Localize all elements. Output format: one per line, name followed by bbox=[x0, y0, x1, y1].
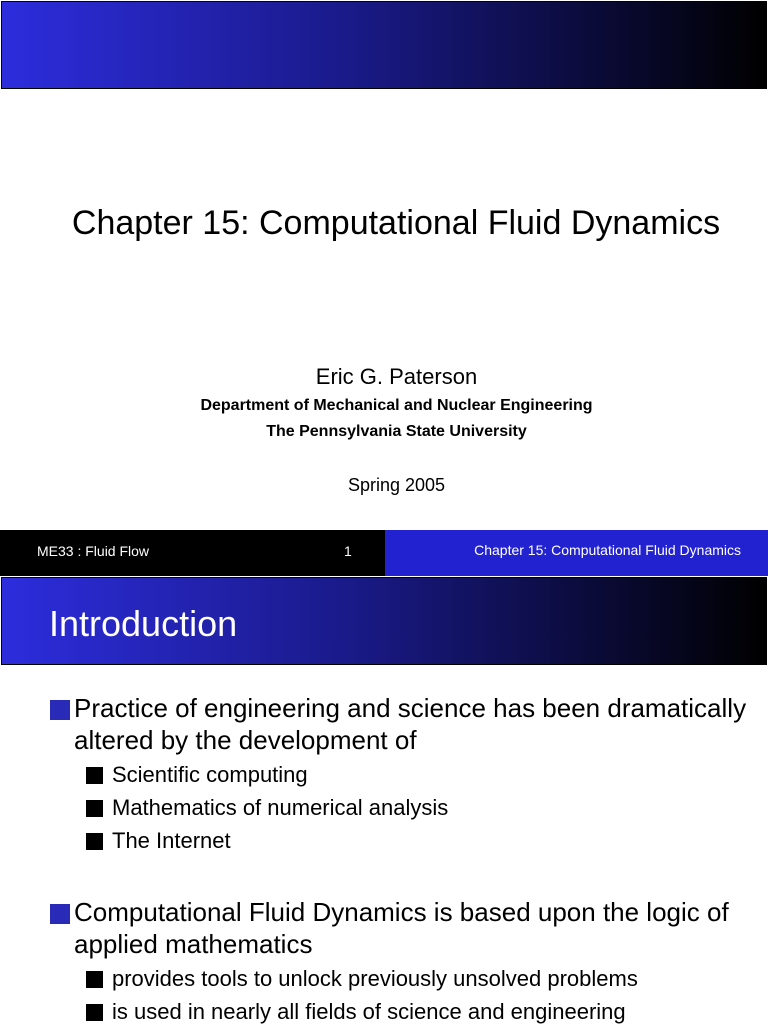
square-bullet-icon bbox=[86, 800, 103, 817]
square-bullet-icon bbox=[86, 971, 103, 988]
author-name: Eric G. Paterson bbox=[315, 364, 478, 389]
sub-bullet-item bbox=[84, 794, 764, 822]
slide-title: Introduction bbox=[49, 603, 238, 644]
sub-bullet-text: provides tools to unlock previously unsolved problems bbox=[112, 966, 638, 991]
square-bullet-icon bbox=[86, 767, 103, 784]
slide-footer bbox=[0, 530, 768, 576]
bullet-item bbox=[48, 896, 748, 960]
footer-left-panel bbox=[0, 530, 385, 576]
university-name: The Pennsylvania State University bbox=[266, 423, 527, 440]
square-bullet-icon bbox=[86, 833, 103, 850]
bullet-text: Practice of engineering and science has been dramatically altered by the development of bbox=[74, 693, 747, 755]
sub-bullet-item bbox=[84, 761, 764, 789]
footer-course: ME33 : Fluid Flow bbox=[37, 543, 150, 559]
footer-right-panel bbox=[385, 530, 768, 576]
sub-bullet-item bbox=[84, 827, 764, 855]
sub-bullet-item bbox=[84, 965, 764, 993]
footer-chapter: Chapter 15: Computational Fluid Dynamics bbox=[474, 542, 741, 558]
square-bullet-icon bbox=[86, 1004, 103, 1021]
footer-page-number: 1 bbox=[344, 543, 352, 559]
term-label: Spring 2005 bbox=[347, 475, 446, 495]
slide-title: Chapter 15: Computational Fluid Dynamics bbox=[71, 204, 721, 242]
bullet-item bbox=[48, 692, 748, 756]
sub-bullet-text: Scientific computing bbox=[112, 762, 308, 787]
square-bullet-icon bbox=[50, 700, 70, 720]
sub-bullet-item bbox=[84, 998, 764, 1024]
sub-bullet-text: The Internet bbox=[112, 828, 231, 853]
square-bullet-icon bbox=[50, 904, 70, 924]
department-name: Department of Mechanical and Nuclear Engineering bbox=[200, 397, 593, 414]
sub-bullet-text: is used in nearly all fields of science and engineering bbox=[112, 999, 626, 1024]
title-band bbox=[1, 1, 767, 89]
title-band bbox=[1, 577, 767, 665]
bullet-text: Computational Fluid Dynamics is based upon the logic of applied mathematics bbox=[74, 897, 729, 959]
introduction-slide bbox=[0, 576, 768, 1024]
sub-bullet-text: Mathematics of numerical analysis bbox=[112, 795, 449, 820]
